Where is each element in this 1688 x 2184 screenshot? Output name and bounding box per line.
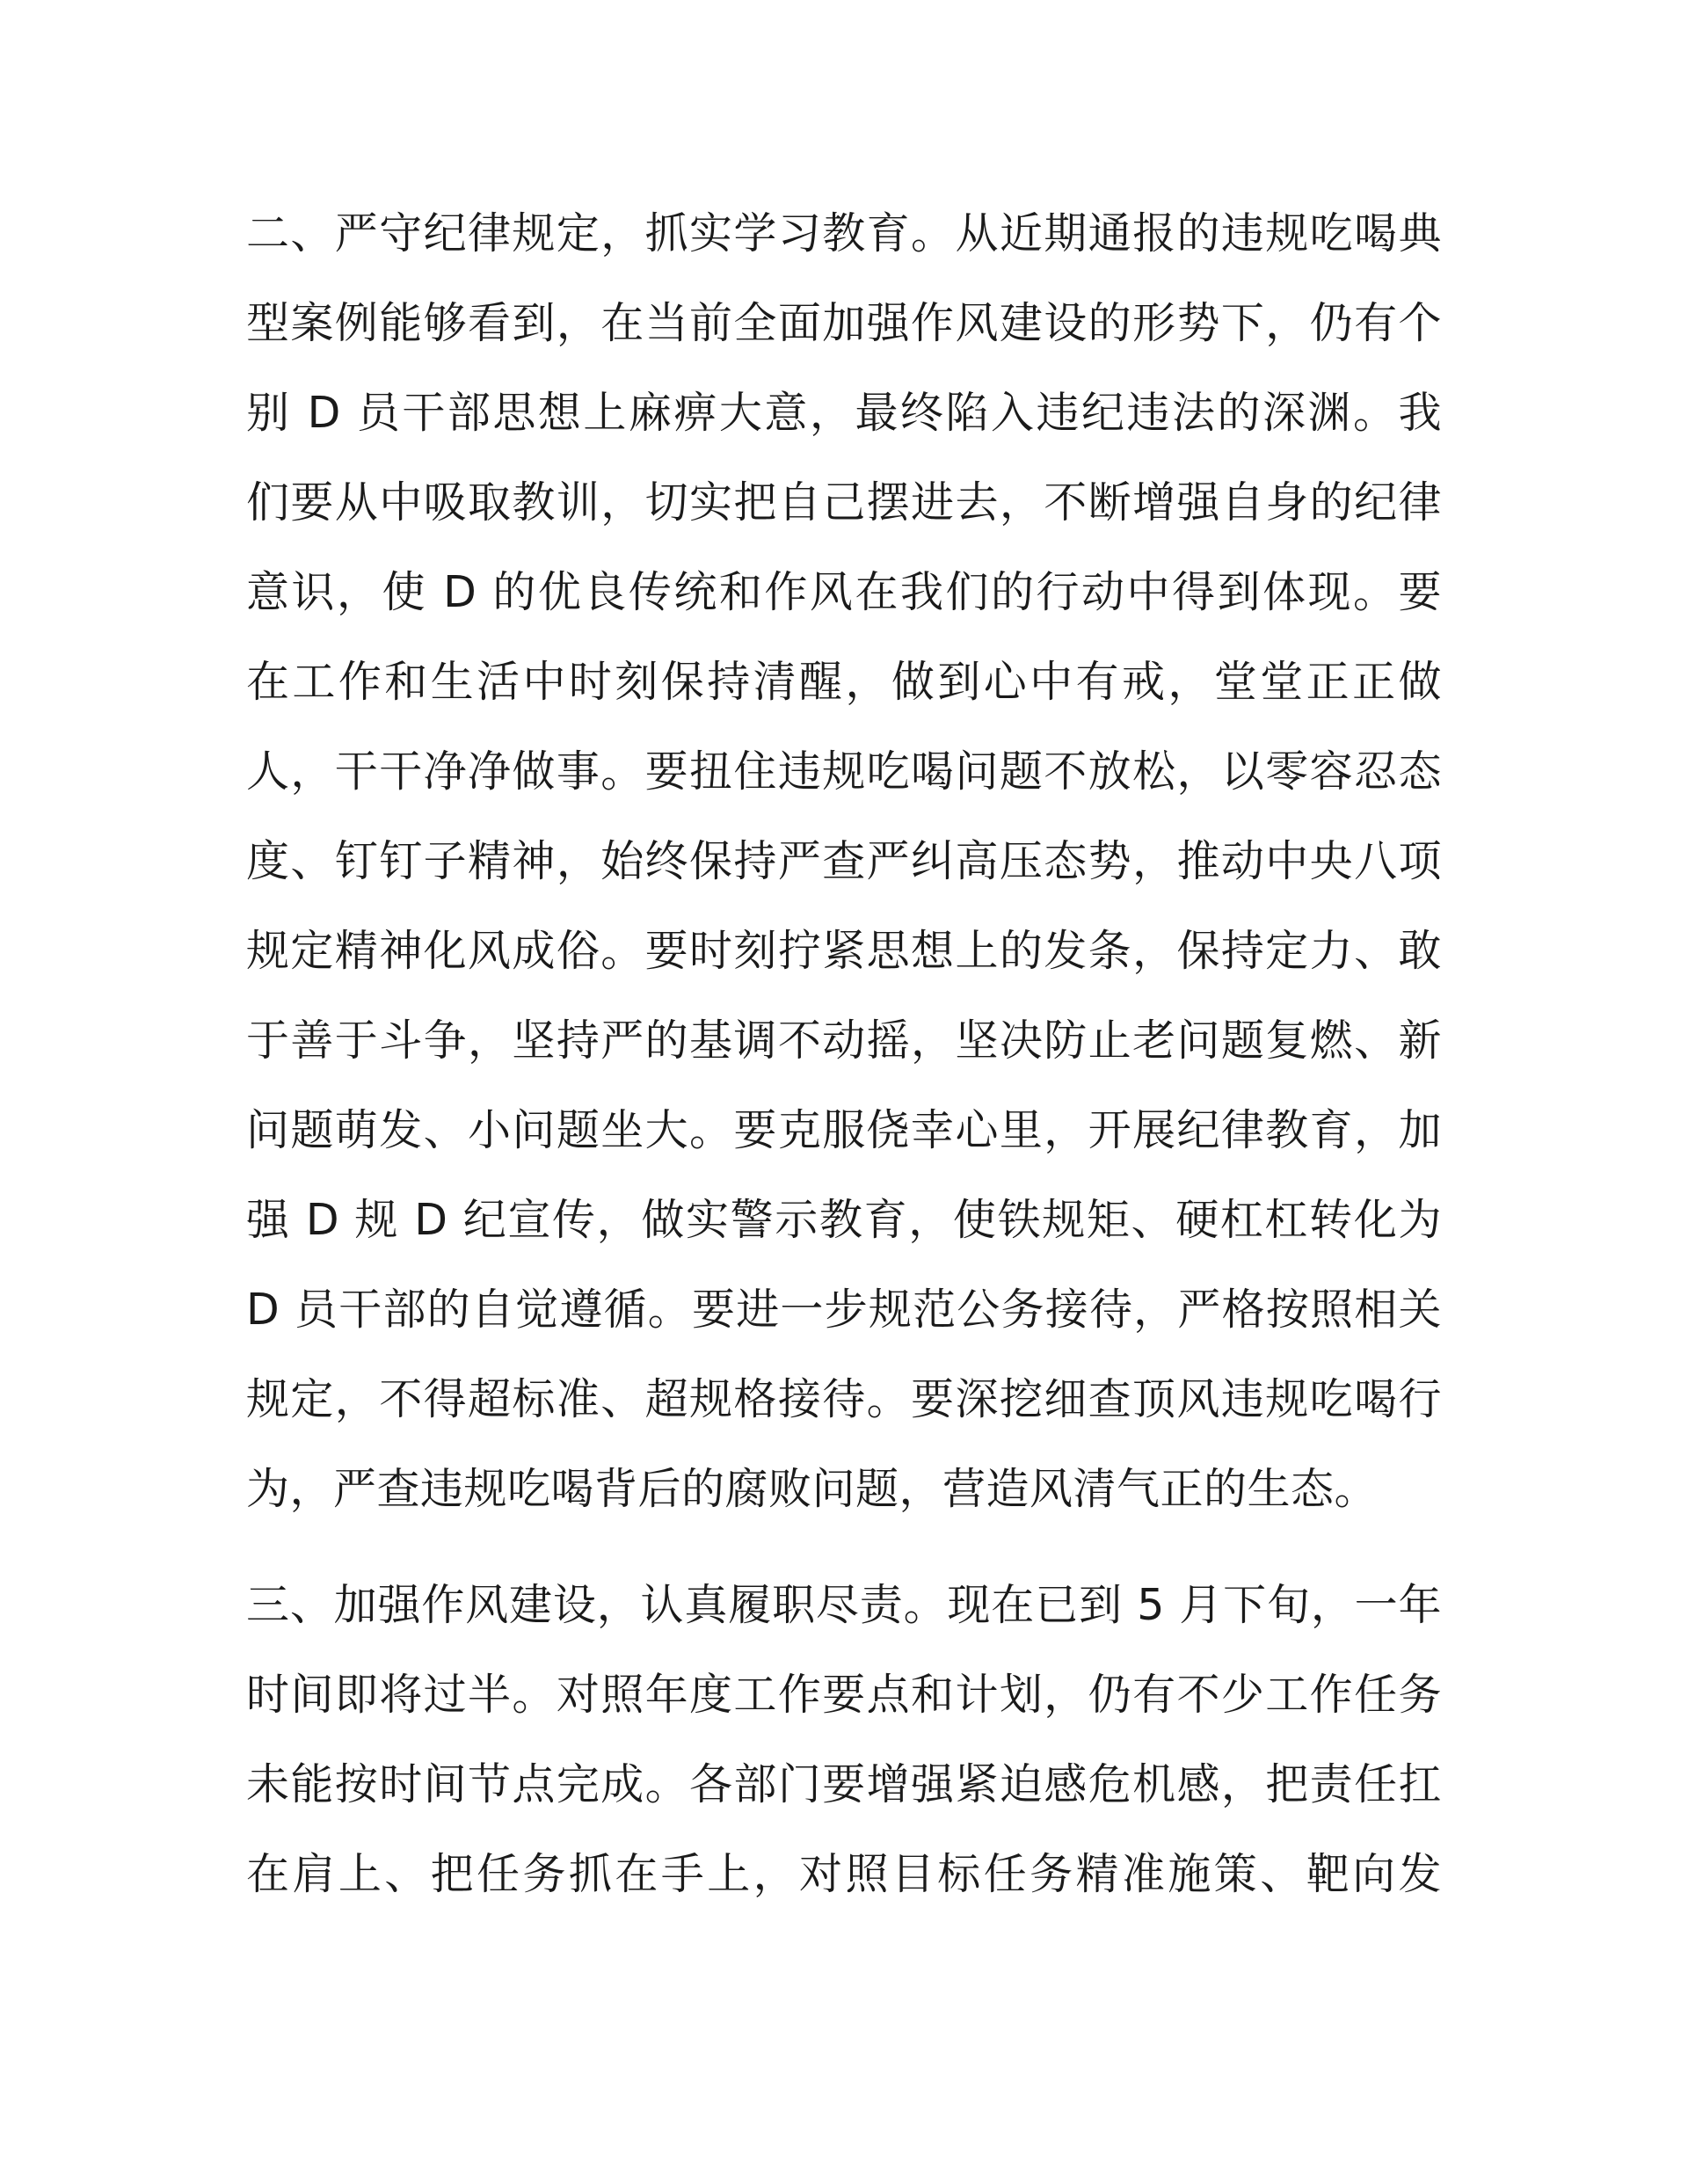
paragraph-line: 型案例能够看到，在当前全面加强作风建设的形势下，仍有个: [246, 298, 1442, 348]
paragraph-line: 们要从中吸取教训，切实把自己摆进去，不断增强自身的纪律: [246, 477, 1442, 528]
paragraph-line: 问题萌发、小问题坐大。要克服侥幸心里，开展纪律教育，加: [246, 1105, 1442, 1155]
paragraph-line: D 员干部的自觉遵循。要进一步规范公务接待，严格按照相关: [246, 1285, 1442, 1335]
paragraph-line: 在肩上、把任务抓在手上，对照目标任务精准施策、靶向发: [246, 1849, 1442, 1899]
paragraph-line: 别 D 员干部思想上麻痹大意，最终陷入违纪违法的深渊。我: [246, 388, 1442, 438]
paragraph-work-style: [246, 1561, 1442, 1919]
paragraph-spacer: [246, 1534, 1442, 1561]
paragraph-line: 为，严查违规吃喝背后的腐败问题，营造风清气正的生态。: [246, 1464, 1379, 1514]
paragraph-line: 度、钉钉子精神，始终保持严查严纠高压态势，推动中央八项: [246, 836, 1442, 886]
paragraph-line: 在工作和生活中时刻保持清醒，做到心中有戒，堂堂正正做: [246, 657, 1442, 707]
paragraph-line: 三、加强作风建设，认真履职尽责。现在已到 5 月下旬，一年: [246, 1580, 1442, 1630]
paragraph-discipline: [246, 189, 1442, 1534]
paragraph-line: 意识，使 D 的优良传统和作风在我们的行动中得到体现。要: [246, 567, 1442, 617]
paragraph-line: 未能按时间节点完成。各部门要增强紧迫感危机感，把责任扛: [246, 1759, 1442, 1809]
paragraph-line: 二、严守纪律规定，抓实学习教育。从近期通报的违规吃喝典: [246, 208, 1442, 258]
paragraph-line: 规定，不得超标准、超规格接待。要深挖细查顶风违规吃喝行: [246, 1374, 1442, 1424]
paragraph-line: 于善于斗争，坚持严的基调不动摇，坚决防止老问题复燃、新: [246, 1016, 1442, 1066]
document-body: [246, 189, 1442, 1919]
paragraph-line: 人，干干净净做事。要扭住违规吃喝问题不放松，以零容忍态: [246, 746, 1442, 797]
paragraph-line: 时间即将过半。对照年度工作要点和计划，仍有不少工作任务: [246, 1670, 1442, 1720]
paragraph-line: 强 D 规 D 纪宣传，做实警示教育，使铁规矩、硬杠杠转化为: [246, 1195, 1442, 1245]
paragraph-line: 规定精神化风成俗。要时刻拧紧思想上的发条，保持定力、敢: [246, 926, 1442, 976]
